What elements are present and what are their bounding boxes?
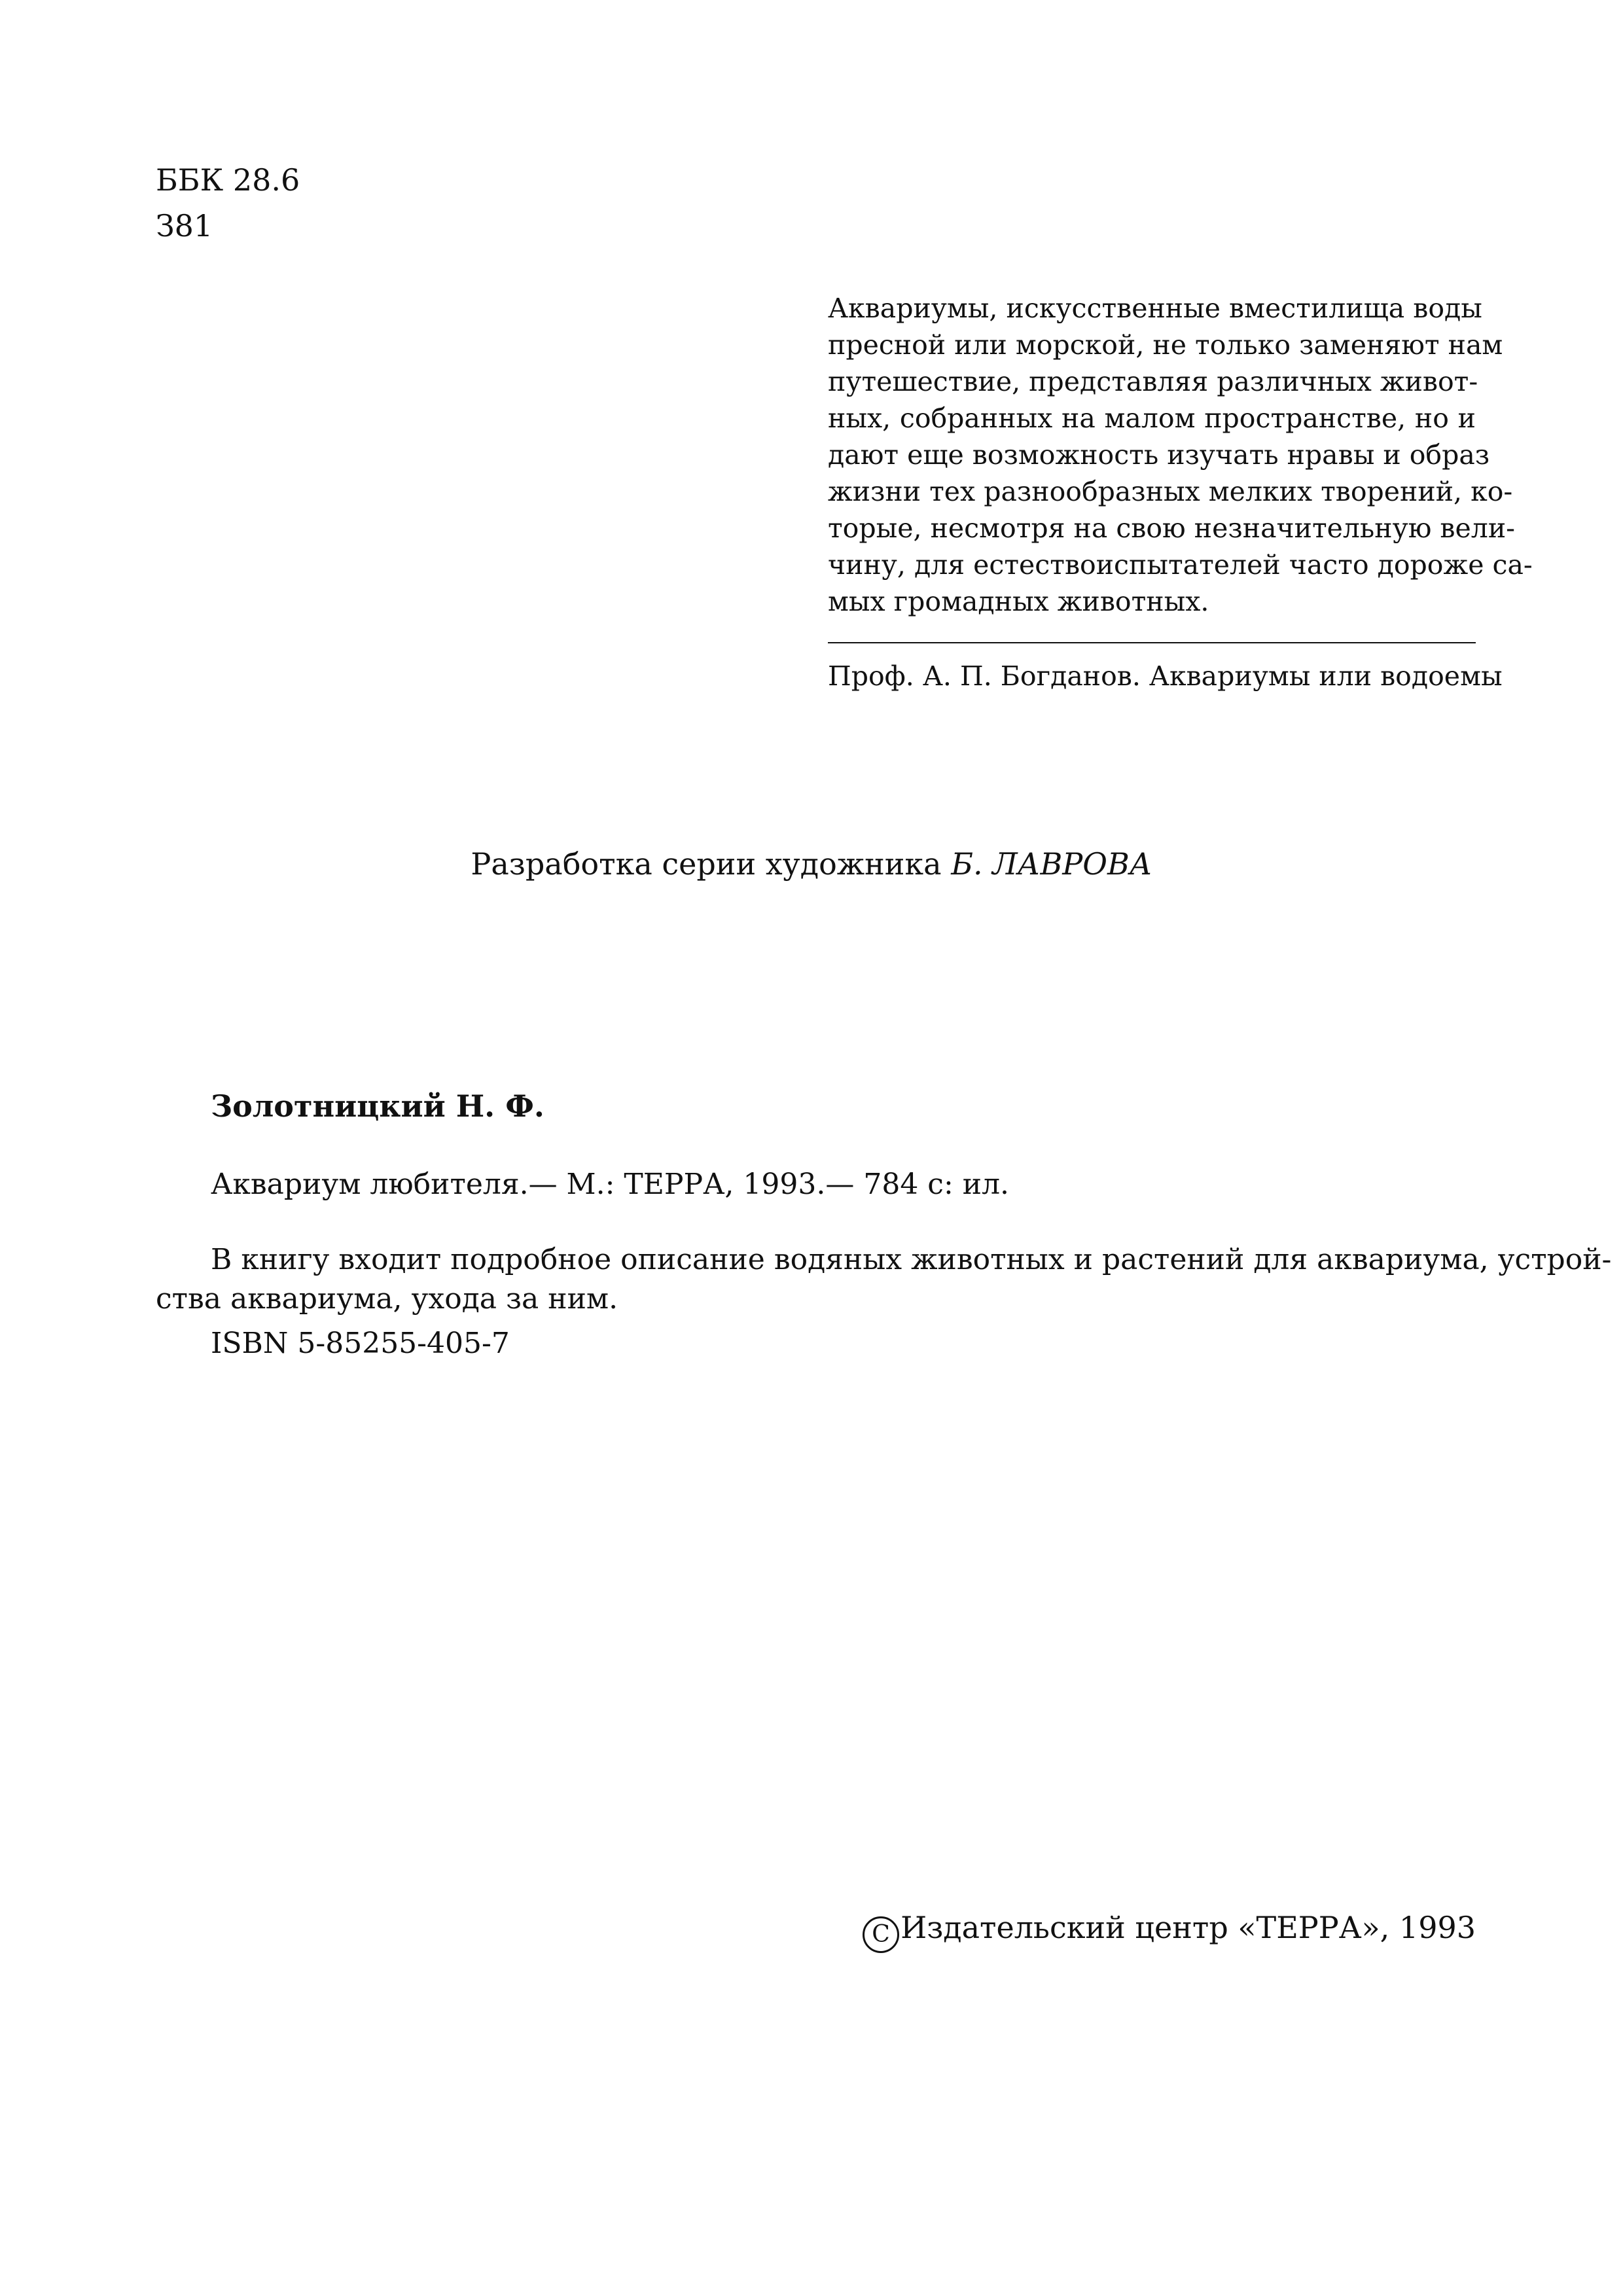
series-credit-prefix: Разработка серии художника [471,846,952,882]
epigraph-line: ных, собранных на малом пространстве, но и [828,403,1476,434]
annotation-line: ства аквариума, ухода за ним. [156,1282,618,1316]
bibliographic-record: Аквариум любителя.— М.: ТЕРРА, 1993.— 784 с: ил. [211,1168,1010,1201]
epigraph-line: путешествие, представляя различных живот- [828,366,1478,397]
epigraph-line: жизни тех разнообразных мелких творений, ко- [828,476,1513,507]
epigraph-line: пресной или морской, не только заменяют нам [828,329,1503,361]
epigraph-text [828,290,1533,620]
epigraph-line: мых громадных животных. [828,586,1209,617]
bbk-code: ББК 28.6 [156,162,300,198]
copyright-notice [863,1908,1476,1953]
epigraph-line: чину, для естествоиспытателей часто дороже са- [828,549,1533,581]
book-annotation [156,1240,1612,1319]
epigraph-divider [828,642,1476,643]
book-author: Золотницкий Н. Ф. [211,1088,544,1124]
epigraph-line: дают еще возможность изучать нравы и образ [828,439,1490,471]
isbn: ISBN 5-85255-405-7 [211,1327,510,1360]
epigraph-line: Аквариумы, искусственные вместилища воды [828,293,1482,324]
epigraph [828,290,1533,694]
epigraph-source: Проф. А. П. Богданов. Аквариумы или водоемы [828,660,1503,692]
epigraph-line: торые, несмотря на свою незначительную вели- [828,512,1516,544]
copyright-text: Издательский центр «ТЕРРА», 1993 [901,1910,1476,1945]
author-mark-code: З81 [156,208,213,243]
copyright-icon: C [863,1916,899,1953]
series-artist-name: Б. ЛАВРОВА [951,846,1152,882]
series-design-credit [0,844,1623,884]
annotation-line: В книгу входит подробное описание водяных животных и растений для аквариума, устрой- [211,1243,1612,1276]
classification-block [156,157,300,249]
